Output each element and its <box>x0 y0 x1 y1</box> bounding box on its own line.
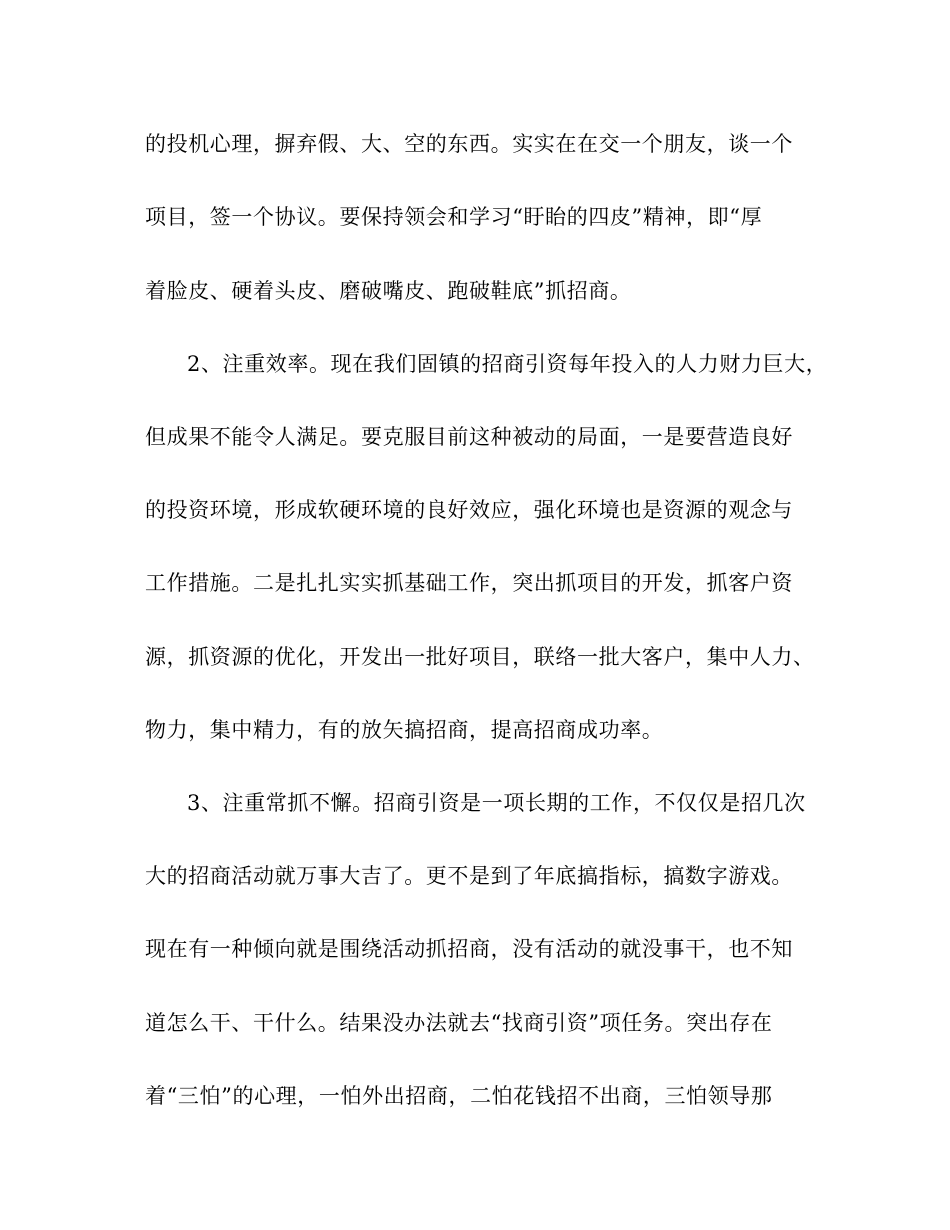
text-line: 的投资环境，形成软硬环境的良好效应，强化环境也是资源的观念与 <box>145 498 793 522</box>
text-line: 的投机心理，摒弃假、大、空的东西。实实在在交一个朋友，谈一个 <box>145 132 793 156</box>
text-line: 但成果不能令人满足。要克服目前这种被动的局面，一是要营造良好 <box>145 425 793 449</box>
text-line: 现在有一种倾向就是围绕活动抓招商，没有活动的就没事干，也不知 <box>145 937 793 961</box>
text-line: 大的招商活动就万事大吉了。更不是到了年底搞指标，搞数字游戏。 <box>145 864 793 888</box>
text-line: 项目，签一个协议。要保持领会和学习“盱眙的四皮”精神，即“厚 <box>145 205 763 229</box>
text-line: 物力，集中精力，有的放矢搞招商，提高招商成功率。 <box>145 718 664 742</box>
text-line: 道怎么干、干什么。结果没办法就去“找商引资”项任务。突出存在 <box>145 1011 773 1035</box>
text-line: 着“三怕”的心理，一怕外出招商，二怕花钱招不出商，三怕领导那 <box>145 1084 773 1108</box>
text-line: 工作措施。二是扎扎实实抓基础工作，突出抓项目的开发，抓客户资 <box>145 571 793 595</box>
paragraph-start-line: 3、注重常抓不懈。招商引资是一项长期的工作，不仅仅是招几次 <box>187 791 806 815</box>
text-line: 源，抓资源的优化，开发出一批好项目，联络一批大客户，集中人力、 <box>145 645 815 669</box>
paragraph-start-line: 2、注重效率。现在我们固镇的招商引资每年投入的人力财力巨大， <box>187 352 828 376</box>
text-line: 着脸皮、硬着头皮、磨破嘴皮、跑破鞋底”抓招商。 <box>145 279 632 303</box>
